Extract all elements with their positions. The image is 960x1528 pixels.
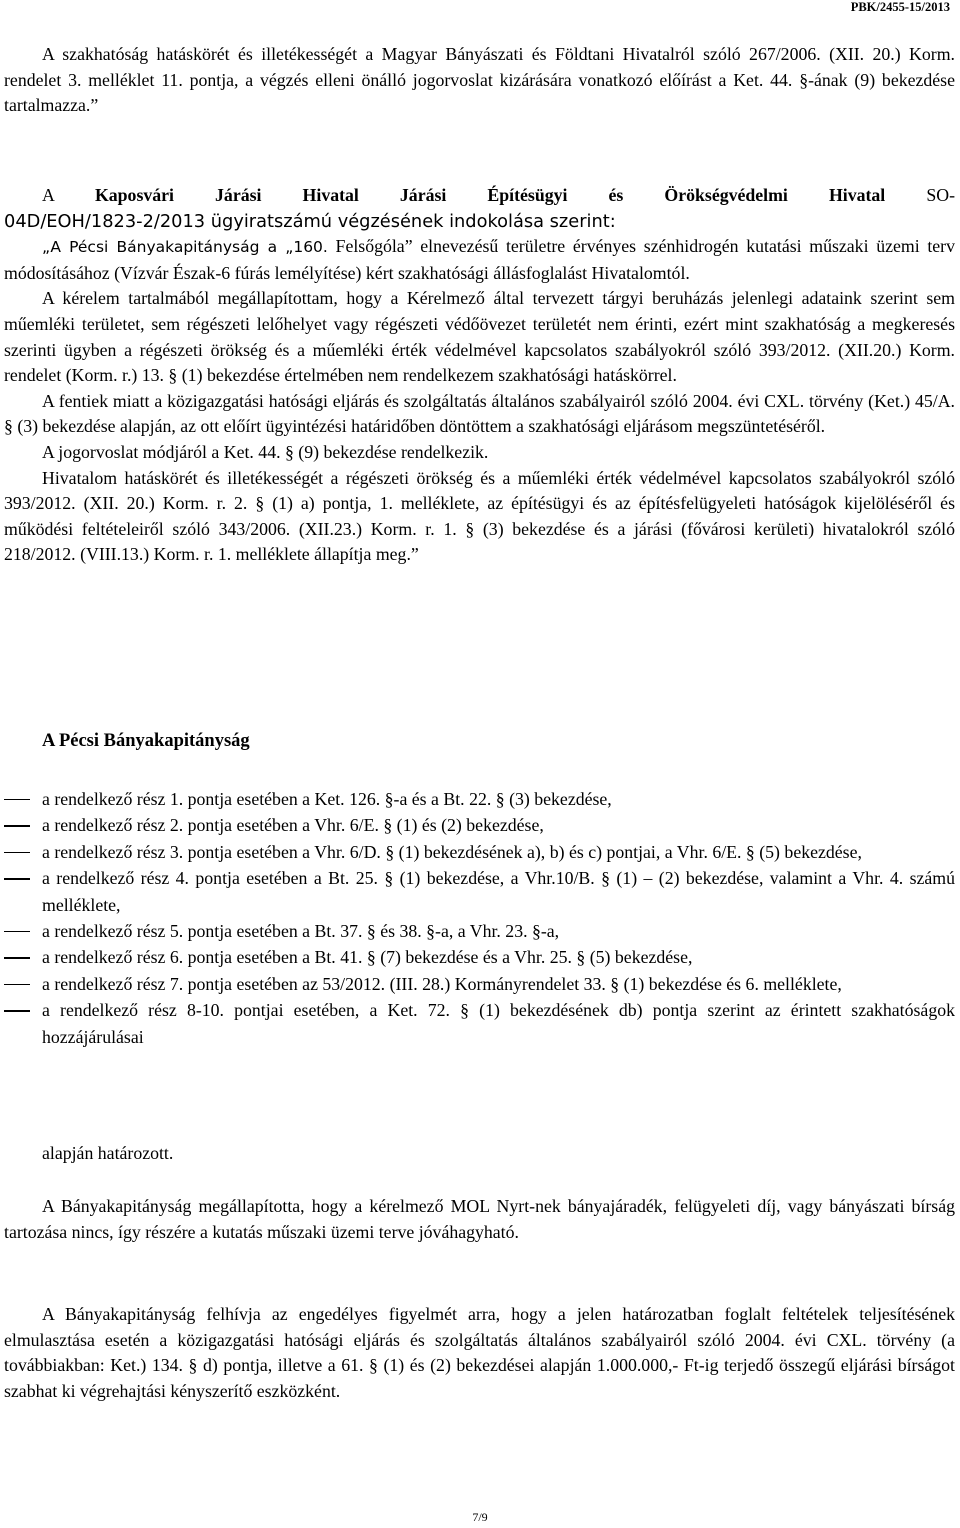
dash-bullet [4, 852, 30, 853]
section-heading: A Pécsi Bányakapitányság [42, 731, 250, 751]
paragraph-authority: A szakhatóság hatáskörét és illetékességét a Magyar Bányászati és Földtani Hivatalról szóló 267/2006. (XII. 20.) Korm. rendelet 3. melléklet 11. pontja, a végzés elleni önálló jogorvoslat kizárására vonatkozó előírást a Ket. 44. §-ának (9) bekezdése tartalmazza.” [4, 44, 955, 116]
legal-basis-list [4, 786, 955, 1050]
dash-bullet [4, 957, 30, 958]
kaposvar-office-name: Kaposvári Járási Hivatal Járási Építésügyi és Örökségvédelmi Hivatal [94, 185, 886, 205]
list-item: a rendelkező rész 8-10. pontjai esetében, a Ket. 72. § (1) bekezdésének db) pontja szerint az érintett szakhatóságok hozzájárulásai [4, 997, 955, 1050]
dash-bullet [4, 984, 30, 985]
dash-bullet [4, 931, 30, 932]
quote-rest: Felsőgóla” elnevezésű területre érvényes szénhidrogén kutatási műszaki üzemi terv módosításához (Vízvár Észak-6 fúrás lemélyítése) kért szakhatósági állásfoglalást Hivatalomtól. [4, 236, 955, 283]
document-id: PBK/2455-15/2013 [850, 0, 950, 14]
paragraph-warning: A Bányakapitányság felhívja az engedélyes figyelmét arra, hogy a jelen határozatban foglalt feltételek teljesítésének elmulasztása esetén a közigazgatási hatósági eljárás és szolgáltatás általános szabályairól szóló 2004. évi CXL. törvény (a továbbiakban: Ket.) 134. § d) pontja, illetve a 61. § (1) és (2) bekezdései alapján 1.000.000,- Ft-ig terjedő összegű eljárási bírságot szabhat ki végrehajtási kényszerítő eszközként. [4, 1304, 955, 1401]
kaposvar-quote-opening [4, 234, 955, 286]
kaposvar-remedy: A jogorvoslat módjáról a Ket. 44. § (9) bekezdése rendelkezik. [42, 441, 489, 462]
quote-start: „A Pécsi Bányakapitányság a „160. [42, 238, 328, 257]
list-item: a rendelkező rész 1. pontja esetében a Ket. 126. §-a és a Bt. 22. § (3) bekezdése, [4, 786, 955, 812]
list-item: a rendelkező rész 5. pontja esetében a Bt. 37. § és 38. §-a, a Vhr. 23. §-a, [4, 918, 955, 944]
dash-bullet [4, 799, 30, 800]
decision-line: alapján határozott. [42, 1143, 174, 1163]
list-item: a rendelkező rész 3. pontja esetében a Vhr. 6/D. § (1) bekezdésének a), b) és c) pontjai, a Vhr. 6/E. § (5) bekezdése, [4, 839, 955, 865]
kaposvar-intro-prefix: A [42, 185, 95, 205]
kaposvar-section [4, 183, 955, 568]
list-item: a rendelkező rész 4. pontja esetében a Bt. 25. § (1) bekezdése, a Vhr.10/B. § (1) – (2) bekezdése, valamint a Vhr. 4. számú melléklete, [4, 865, 955, 918]
paragraph-mol: A Bányakapitányság megállapította, hogy a kérelmező MOL Nyrt-nek bányajáradék, felügyeleti díj, vagy bányászati bírság tartozása nincs, így részére a kutatás műszaki üzemi terve jóváhagyható. [4, 1196, 955, 1242]
kaposvar-case-number: 04D/EOH/1823-2/2013 ügyiratszámú végzésének indokolása szerint: [4, 210, 616, 232]
list-item: a rendelkező rész 6. pontja esetében a Bt. 41. § (7) bekezdése és a Vhr. 25. § (5) bekezdése, [4, 944, 955, 970]
page-number: 7/9 [472, 1510, 488, 1524]
list-item: a rendelkező rész 7. pontja esetében az 53/2012. (III. 28.) Kormányrendelet 33. § (1) bekezdése és 6. melléklete, [4, 971, 955, 997]
kaposvar-intro-suffix: SO- [885, 185, 955, 205]
kaposvar-intro [4, 183, 955, 209]
list-item: a rendelkező rész 2. pontja esetében a Vhr. 6/E. § (1) és (2) bekezdése, [4, 812, 955, 838]
dash-bullet [4, 825, 30, 826]
dash-bullet [4, 1010, 30, 1011]
kaposvar-findings: A kérelem tartalmából megállapítottam, hogy a Kérelmező által tervezett tárgyi beruházás jelenlegi adataink szerint sem műemléki területet, sem régészeti lelőhelyet vagy régészeti védőövezet területét nem érinti, ezért mint szakhatóság a megkeresés szerinti ügyben a régészeti örökség és a műemléki érték védelmével kapcsolatos szabályokról szóló 393/2012. (XII.20.) Korm. rendelet (Korm. r.) 13. § (1) bekezdése értelmében nem rendelkezem szakhatósági hatáskörrel. [4, 288, 955, 386]
kaposvar-competence: Hivatalom hatáskörét és illetékességét a régészeti örökség és a műemléki érték védelmével kapcsolatos szabályokról szóló 393/2012. (XII. 20.) Korm. r. 2. § (1) a) pontja, 1. melléklete, az építésügyi és az építésfelügyeleti hatóságok kijelöléséről és működési feltételeiről szóló 343/2006. (XII.23.) Korm. r. 1. § (3) bekezdése és a járási (fővárosi kerületi) hivatalokról szóló 218/2012. (VIII.13.) Korm. r. 1. melléklete állapítja meg.” [4, 467, 955, 565]
kaposvar-termination: A fentiek miatt a közigazgatási hatósági eljárás és szolgáltatás általános szabályairól szóló 2004. évi CXL. törvény (Ket.) 45/A. § (3) bekezdése alapján, az ott előírt ügyintézési határidőben döntöttem a szakhatósági eljárásom megszüntetéséről. [4, 390, 955, 437]
dash-bullet [4, 878, 30, 879]
